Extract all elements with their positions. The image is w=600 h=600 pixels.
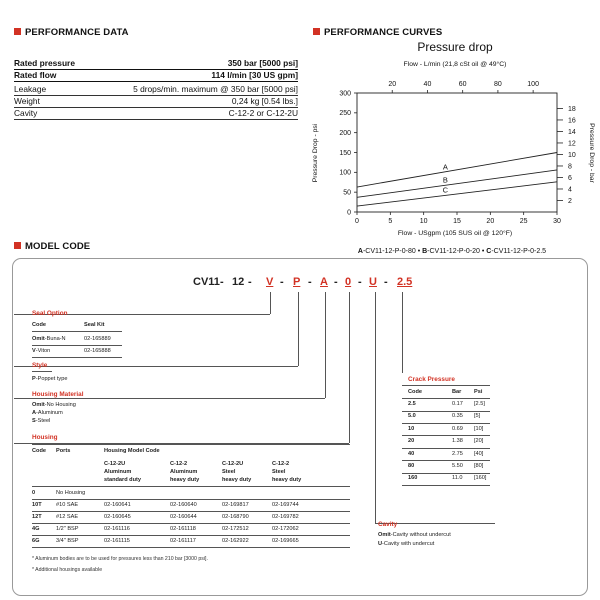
leader-line <box>349 292 350 443</box>
crack-code: 2.5 <box>408 401 416 407</box>
series-label-b: B <box>442 175 448 185</box>
crack-pressure-title: Crack Pressure <box>408 376 455 383</box>
chart-caption <box>358 248 546 255</box>
top-axis-label: Flow - L/min (21,8 cSt oil @ 49°C) <box>403 61 507 68</box>
seal-code: Omit <box>32 336 45 342</box>
model-code-box <box>12 258 588 596</box>
crack-bar: 0.35 <box>452 413 463 420</box>
x-tick-label: 25 <box>519 218 528 225</box>
top-tick-label: 20 <box>388 81 397 88</box>
housing-model-code: 02-169665 <box>272 538 299 544</box>
housing-port: 3/4" BSP <box>56 538 79 544</box>
leader-line <box>402 292 403 373</box>
housing-note: * Aluminum bodies are to be used for pressures less than 210 bar [3000 psi]. <box>32 556 208 562</box>
housing-model-code: 02-169782 <box>272 514 299 520</box>
leader-line <box>298 292 299 366</box>
right-tick-label: 12 <box>568 140 576 148</box>
housing-subheader: C-12-2U <box>104 461 126 467</box>
performance-data-title: PERFORMANCE DATA <box>25 27 129 38</box>
housing-model-code: 02-160645 <box>104 514 131 520</box>
divider-line <box>402 435 490 436</box>
divider-line <box>402 411 490 412</box>
crack-bar: 0.69 <box>452 425 463 432</box>
performance-data-value: 0,24 kg [0.54 lbs.] <box>231 96 298 106</box>
code-segment: - <box>220 276 224 288</box>
housing-model-code: 02-169817 <box>222 502 249 508</box>
cavity-row <box>378 541 434 547</box>
housing-port: No Housing <box>56 490 86 496</box>
housing-material-title: Housing Material <box>32 391 84 398</box>
leader-line <box>270 292 271 314</box>
x-axis-label: Flow - USgpm (105 SUS oil @ 120°F) <box>397 230 513 237</box>
housing-model-code: 02-160644 <box>170 514 197 520</box>
divider-line <box>402 485 490 486</box>
caption-separator: • <box>415 248 423 255</box>
housing-material-row <box>32 418 50 424</box>
housing-model-code: 02-169744 <box>272 502 299 508</box>
divider-line <box>402 460 490 461</box>
code-segment-option: P <box>293 276 301 288</box>
housing-model-code: 02-160640 <box>170 502 197 508</box>
housing-material-desc: -Steel <box>35 418 51 424</box>
divider-line <box>14 398 325 399</box>
performance-data-label: Rated pressure <box>14 58 75 68</box>
divider-line <box>32 486 350 487</box>
performance-data-label: Leakage <box>14 84 47 94</box>
performance-data-value: 350 bar [5000 psi] <box>227 58 298 68</box>
housing-subheader: heavy duty <box>272 477 302 483</box>
top-tick-label: 40 <box>423 81 432 88</box>
series-line-a <box>357 153 557 188</box>
seal-row <box>32 348 50 354</box>
code-segment: - <box>358 276 362 288</box>
housing-subheader: Steel <box>272 469 286 475</box>
right-tick-label: 6 <box>568 174 572 182</box>
housing-model-code: 02-161117 <box>170 538 196 544</box>
caption-text: -CV11-12-P-0-2.5 <box>491 248 547 255</box>
top-tick-label: 60 <box>458 81 467 88</box>
divider-line <box>32 547 350 548</box>
cavity-title: Cavity <box>378 521 398 528</box>
cavity-desc: -Cavity without undercut <box>390 532 451 538</box>
crack-psi: [40] <box>474 450 484 457</box>
leader-line <box>375 292 376 523</box>
style-desc: -Poppet type <box>35 376 68 382</box>
housing-code: 6G <box>32 538 40 544</box>
cavity-code: U <box>378 541 383 547</box>
housing-model-code: 02-172062 <box>272 526 299 532</box>
model-code-heading <box>14 241 90 252</box>
right-tick-label: 2 <box>568 197 572 205</box>
code-segment-option: 2.5 <box>397 276 413 288</box>
performance-curves-title: PERFORMANCE CURVES <box>324 27 443 38</box>
housing-material-code: Omit <box>32 402 45 408</box>
divider-line <box>402 423 490 424</box>
x-tick-label: 15 <box>453 218 461 225</box>
code-segment: 12 <box>232 276 245 288</box>
right-tick-label: 8 <box>568 163 572 171</box>
x-tick-label: 30 <box>553 218 561 225</box>
red-square-icon <box>14 242 21 249</box>
seal-desc: -Viton <box>35 348 51 354</box>
housing-material-code: S <box>32 418 36 424</box>
top-tick-label: 100 <box>527 81 539 88</box>
housing-port: 1/2" BSP <box>56 526 79 532</box>
divider-line <box>402 448 490 449</box>
housing-header-ports: Ports <box>56 448 71 454</box>
seal-row <box>32 336 66 342</box>
housing-subheader: standard duty <box>104 477 141 483</box>
divider-line <box>32 444 350 445</box>
housing-subheader: Aluminum <box>104 469 132 475</box>
x-tick-label: 10 <box>419 218 428 225</box>
pressure-drop-chart <box>0 0 600 260</box>
x-tick-label: 0 <box>355 218 359 225</box>
seal-kit-number: 02-165888 <box>84 348 111 354</box>
crack-psi: [10] <box>474 425 484 432</box>
y-tick-label: 200 <box>339 130 351 138</box>
housing-material-row <box>32 410 63 416</box>
divider-line <box>32 535 350 536</box>
code-segment: CV11 <box>193 276 220 288</box>
seal-code: V <box>32 348 36 354</box>
crack-code: 20 <box>408 438 415 445</box>
housing-subheader: C-12-2 <box>170 461 188 467</box>
housing-port: #10 SAE <box>56 502 79 508</box>
code-segment: - <box>334 276 338 288</box>
seal-option-title: Seal Option <box>32 310 68 317</box>
caption-text: -CV11-12-P-0-80 <box>362 248 416 255</box>
top-tick-label: 80 <box>494 81 502 88</box>
performance-data-value: C-12-2 or C-12-2U <box>228 108 298 118</box>
crack-psi: [80] <box>474 463 484 469</box>
divider-line <box>14 366 298 367</box>
crack-psi: [20] <box>474 438 484 445</box>
crack-psi: [5] <box>474 413 481 420</box>
divider-line <box>32 523 350 524</box>
right-tick-label: 4 <box>568 186 572 194</box>
housing-material-code: A <box>32 410 37 416</box>
performance-data-value: 5 drops/min. maximum @ 350 bar [5000 psi] <box>133 84 298 94</box>
divider-line <box>32 345 122 346</box>
housing-subheader: Steel <box>222 469 236 475</box>
right-tick-label: 18 <box>568 105 576 113</box>
crack-psi: [160] <box>474 475 487 482</box>
housing-header-code: Code <box>32 448 46 454</box>
series-line-c <box>357 182 557 206</box>
model-code-title: MODEL CODE <box>25 241 91 252</box>
caption-text: -CV11-12-P-0-20 <box>427 248 480 255</box>
chart-title: Pressure drop <box>417 40 493 54</box>
cavity-code: Omit <box>378 532 391 538</box>
caption-key: B <box>422 248 428 255</box>
seal-header-code: Code <box>32 322 46 328</box>
code-segment-option: V <box>266 276 274 288</box>
series-label-a: A <box>442 162 448 172</box>
right-tick-label: 10 <box>568 151 576 159</box>
code-segment: - <box>308 276 312 288</box>
housing-subheader: heavy duty <box>222 477 252 483</box>
y-tick-label: 250 <box>339 110 351 118</box>
code-segment: - <box>280 276 284 288</box>
y-tick-label: 100 <box>339 169 351 177</box>
crack-psi: [2.5] <box>474 401 485 407</box>
housing-code: 0 <box>32 490 36 496</box>
housing-material-desc: -No Housing <box>44 402 76 408</box>
housing-code: 4G <box>32 526 40 532</box>
housing-header-model: Housing Model Code <box>104 448 160 454</box>
crack-bar: 0.17 <box>452 401 463 407</box>
crack-header-code: Code <box>408 389 422 395</box>
housing-model-code: 02-172512 <box>222 526 249 532</box>
crack-code: 5.0 <box>408 413 416 420</box>
performance-data-value: 114 l/min [30 US gpm] <box>211 70 298 80</box>
housing-model-code: 02-168790 <box>222 514 249 520</box>
y-axis-label: Pressure Drop - psi <box>312 123 319 183</box>
housing-code: 12T <box>32 514 42 520</box>
crack-header-bar: Bar <box>452 389 462 395</box>
right-tick-label: 16 <box>568 117 576 125</box>
divider-line <box>402 398 490 399</box>
housing-model-code: 02-161118 <box>170 526 196 532</box>
housing-model-code: 02-161116 <box>104 526 130 532</box>
style-row <box>32 376 67 382</box>
divider-line <box>402 473 490 474</box>
right-axis-label: Pressure Drop - bar <box>588 123 595 183</box>
housing-model-code: 02-161115 <box>104 538 130 544</box>
divider-line <box>32 499 350 500</box>
housing-subheader: C-12-2U <box>222 461 244 467</box>
housing-model-code: 02-160641 <box>104 502 131 508</box>
seal-desc: -Buna-N <box>44 336 66 342</box>
y-tick-label: 0 <box>347 209 351 217</box>
housing-port: #12 SAE <box>56 514 79 520</box>
performance-data-label: Weight <box>14 96 40 106</box>
crack-code: 160 <box>408 475 418 482</box>
caption-key: A <box>357 248 363 255</box>
crack-code: 10 <box>408 425 415 432</box>
housing-subheader: Aluminum <box>170 469 198 475</box>
housing-material-desc: -Aluminum <box>36 410 63 416</box>
crack-code: 80 <box>408 463 415 469</box>
cavity-row <box>378 532 451 538</box>
code-segment: - <box>248 276 252 288</box>
divider-line <box>402 385 490 386</box>
divider-line <box>32 331 122 332</box>
performance-data-label: Rated flow <box>14 70 57 80</box>
code-segment-option: A <box>320 276 328 288</box>
crack-code: 40 <box>408 450 415 457</box>
x-tick-label: 5 <box>388 218 393 225</box>
crack-bar: 2.75 <box>452 450 463 457</box>
housing-material-row <box>32 402 76 408</box>
crack-bar: 1.38 <box>452 438 463 445</box>
housing-note: * Additional housings available <box>32 567 103 573</box>
crack-bar: 11.0 <box>452 475 463 482</box>
caption-key: C <box>486 248 492 255</box>
series-line-b <box>357 170 557 197</box>
series-label-c: C <box>442 185 449 195</box>
code-segment-option: U <box>369 276 377 288</box>
crack-header-psi: Psi <box>474 389 483 395</box>
y-tick-label: 50 <box>343 189 351 197</box>
crack-bar: 5.50 <box>452 463 463 469</box>
housing-title: Housing <box>32 434 58 441</box>
housing-model-code: 02-162922 <box>222 538 249 544</box>
housing-code: 10T <box>32 502 42 508</box>
code-segment: - <box>384 276 388 288</box>
housing-subheader: C-12-2 <box>272 461 290 467</box>
housing-subheader: heavy duty <box>170 477 200 483</box>
divider-line <box>32 371 52 372</box>
seal-kit-number: 02-165889 <box>84 336 111 342</box>
cavity-desc: -Cavity with undercut <box>382 541 435 547</box>
x-tick-label: 20 <box>486 218 495 225</box>
performance-data-label: Cavity <box>14 108 38 118</box>
style-code: P <box>32 376 36 382</box>
caption-separator: • <box>479 248 487 255</box>
divider-line <box>32 357 122 358</box>
leader-line <box>325 292 326 398</box>
divider-line <box>32 511 350 512</box>
style-title: Style <box>32 362 48 369</box>
seal-header-kit: Seal Kit <box>84 322 105 328</box>
y-tick-label: 150 <box>339 149 351 157</box>
code-segment-option: 0 <box>345 276 352 288</box>
right-tick-label: 14 <box>568 128 576 136</box>
y-tick-label: 300 <box>339 90 351 98</box>
